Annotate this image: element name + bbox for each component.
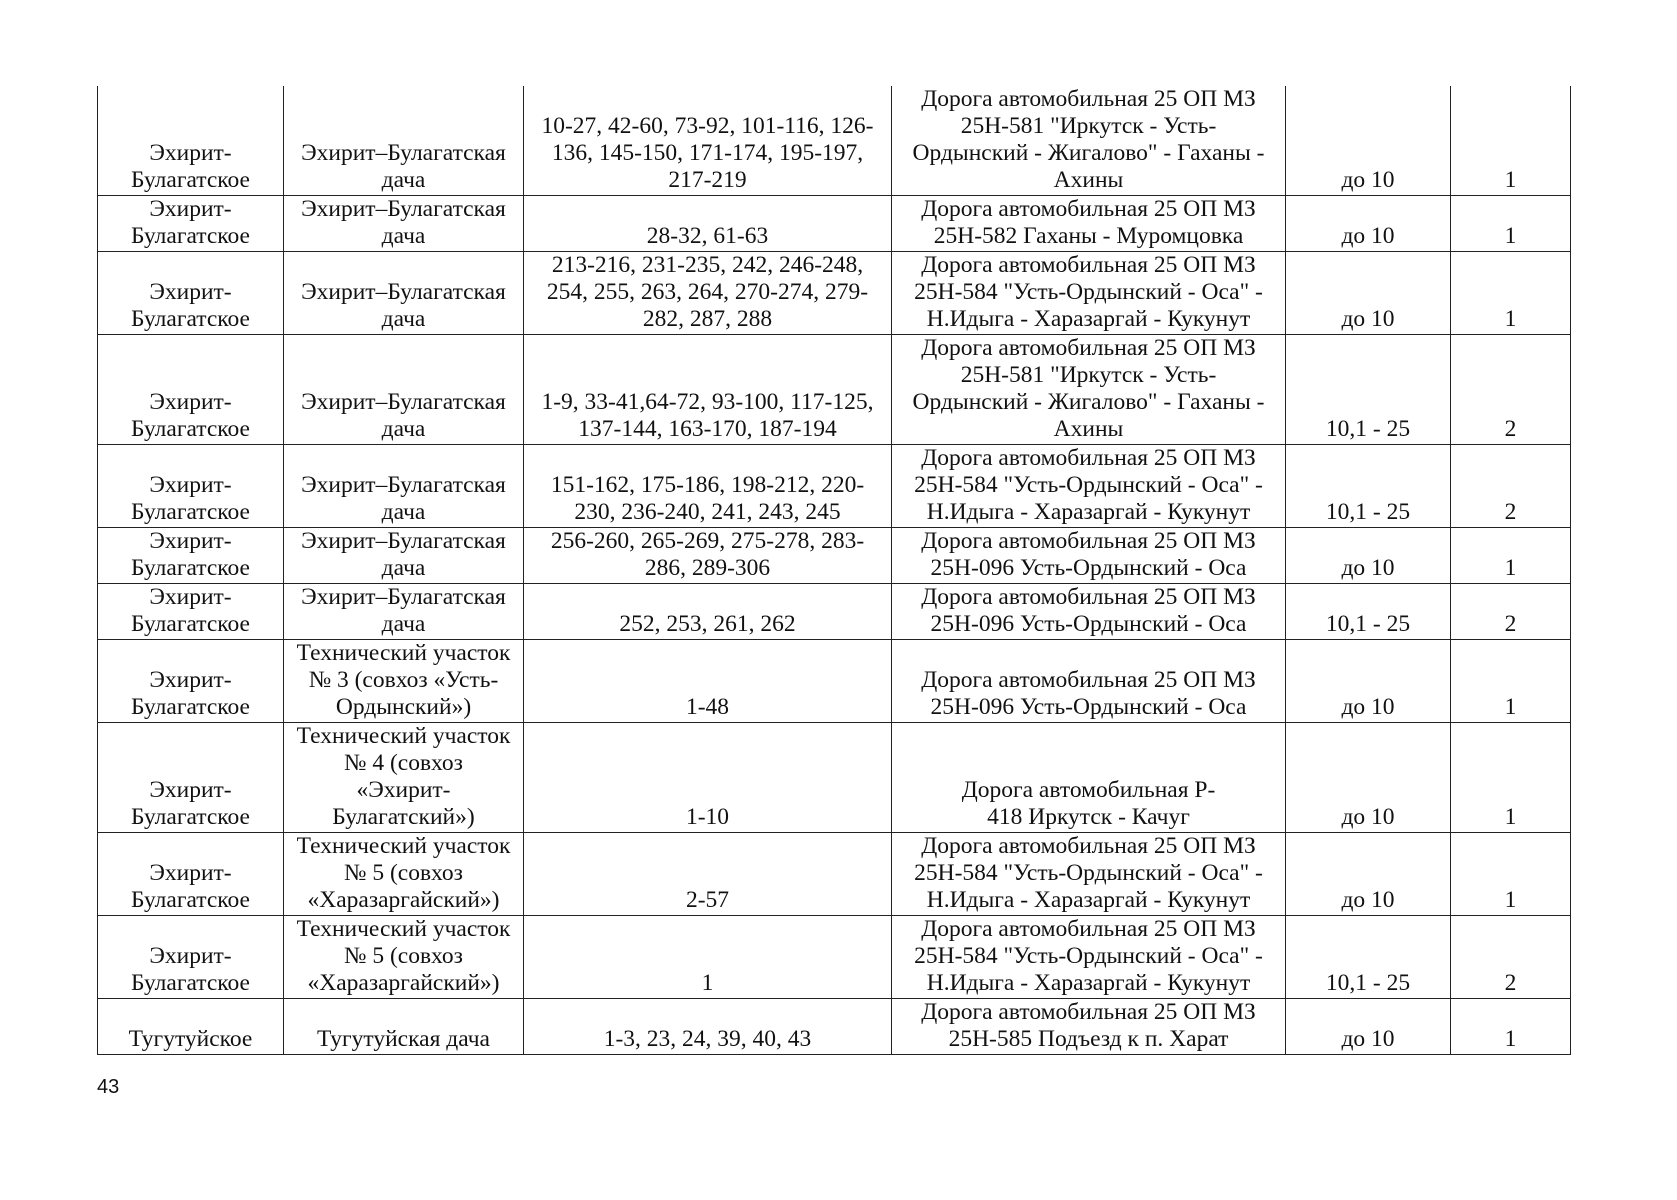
cell-road: Дорога автомобильная 25 ОП МЗ 25Н-096 Усть-Ордынский - Оса	[892, 584, 1286, 640]
page-number: 43	[97, 1076, 120, 1098]
table-row	[98, 196, 1571, 252]
cell-road: Дорога автомобильная 25 ОП МЗ 25Н-584 "Усть-Ордынский - Оса" - Н.Идыга - Харазаргай - Кукунут	[892, 252, 1286, 335]
cell-plots: 256-260, 265-269, 275-278, 283- 286, 289-306	[524, 528, 892, 584]
cell-road: Дорога автомобильная 25 ОП МЗ 25Н-581 "Иркутск - Усть- Ордынский - Жигалово" - Гаханы - Ахины	[892, 86, 1286, 196]
cell-dacha: Эхирит–Булагатская дача	[284, 196, 524, 252]
cell-settlement: Эхирит- Булагатское	[98, 252, 284, 335]
cell-dacha: Технический участок № 3 (совхоз «Усть- Ордынский»)	[284, 640, 524, 723]
cell-dacha: Технический участок № 4 (совхоз «Эхирит- Булагатский»)	[284, 723, 524, 833]
cell-class: 2	[1451, 335, 1571, 445]
table-row	[98, 916, 1571, 999]
table-row	[98, 528, 1571, 584]
cell-class: 1	[1451, 833, 1571, 916]
cell-distance: 10,1 - 25	[1286, 584, 1451, 640]
cell-road: Дорога автомобильная 25 ОП МЗ 25Н-096 Усть-Ордынский - Оса	[892, 640, 1286, 723]
cell-distance: 10,1 - 25	[1286, 916, 1451, 999]
cell-plots: 213-216, 231-235, 242, 246-248, 254, 255, 263, 264, 270-274, 279- 282, 287, 288	[524, 252, 892, 335]
cell-plots: 1-3, 23, 24, 39, 40, 43	[524, 999, 892, 1055]
cell-dacha: Эхирит–Булагатская дача	[284, 584, 524, 640]
table-row	[98, 86, 1571, 196]
cell-settlement: Эхирит- Булагатское	[98, 528, 284, 584]
cell-class: 1	[1451, 86, 1571, 196]
cell-distance: до 10	[1286, 196, 1451, 252]
cell-distance: до 10	[1286, 528, 1451, 584]
cell-settlement: Эхирит- Булагатское	[98, 833, 284, 916]
cell-settlement: Эхирит- Булагатское	[98, 335, 284, 445]
cell-distance: до 10	[1286, 252, 1451, 335]
cell-distance: до 10	[1286, 723, 1451, 833]
table-row	[98, 252, 1571, 335]
cell-plots: 1	[524, 916, 892, 999]
cell-dacha: Эхирит–Булагатская дача	[284, 252, 524, 335]
cell-class: 1	[1451, 196, 1571, 252]
cell-dacha: Технический участок № 5 (совхоз «Харазаргайский»)	[284, 833, 524, 916]
cell-class: 1	[1451, 252, 1571, 335]
cell-plots: 252, 253, 261, 262	[524, 584, 892, 640]
cell-dacha: Тугутуйская дача	[284, 999, 524, 1055]
forest-roads-table	[97, 86, 1571, 1055]
cell-plots: 2-57	[524, 833, 892, 916]
cell-road: Дорога автомобильная 25 ОП МЗ 25Н-096 Усть-Ордынский - Оса	[892, 528, 1286, 584]
cell-settlement: Эхирит- Булагатское	[98, 640, 284, 723]
cell-dacha: Эхирит–Булагатская дача	[284, 528, 524, 584]
cell-distance: 10,1 - 25	[1286, 445, 1451, 528]
table-row	[98, 723, 1571, 833]
cell-settlement: Эхирит- Булагатское	[98, 584, 284, 640]
table-body	[98, 86, 1571, 1055]
cell-road: Дорога автомобильная 25 ОП МЗ 25Н-582 Гаханы - Муромцовка	[892, 196, 1286, 252]
table-row	[98, 584, 1571, 640]
cell-road: Дорога автомобильная 25 ОП МЗ 25Н-584 "Усть-Ордынский - Оса" - Н.Идыга - Харазаргай - Кукунут	[892, 916, 1286, 999]
cell-road: Дорога автомобильная 25 ОП МЗ 25Н-581 "Иркутск - Усть- Ордынский - Жигалово" - Гаханы - Ахины	[892, 335, 1286, 445]
cell-settlement: Эхирит- Булагатское	[98, 916, 284, 999]
cell-class: 1	[1451, 640, 1571, 723]
cell-road: Дорога автомобильная 25 ОП МЗ 25Н-585 Подъезд к п. Харат	[892, 999, 1286, 1055]
cell-settlement: Эхирит- Булагатское	[98, 723, 284, 833]
table-row	[98, 335, 1571, 445]
cell-class: 2	[1451, 445, 1571, 528]
table-row	[98, 445, 1571, 528]
table-row	[98, 640, 1571, 723]
cell-distance: до 10	[1286, 833, 1451, 916]
cell-class: 1	[1451, 723, 1571, 833]
cell-plots: 151-162, 175-186, 198-212, 220- 230, 236-240, 241, 243, 245	[524, 445, 892, 528]
cell-road: Дорога автомобильная Р- 418 Иркутск - Качуг	[892, 723, 1286, 833]
cell-road: Дорога автомобильная 25 ОП МЗ 25Н-584 "Усть-Ордынский - Оса" - Н.Идыга - Харазаргай - Кукунут	[892, 833, 1286, 916]
cell-dacha: Эхирит–Булагатская дача	[284, 335, 524, 445]
cell-road: Дорога автомобильная 25 ОП МЗ 25Н-584 "Усть-Ордынский - Оса" - Н.Идыга - Харазаргай - Кукунут	[892, 445, 1286, 528]
cell-plots: 1-48	[524, 640, 892, 723]
table-row	[98, 833, 1571, 916]
cell-distance: до 10	[1286, 999, 1451, 1055]
cell-class: 2	[1451, 584, 1571, 640]
cell-class: 1	[1451, 999, 1571, 1055]
cell-distance: 10,1 - 25	[1286, 335, 1451, 445]
cell-distance: до 10	[1286, 640, 1451, 723]
cell-dacha: Эхирит–Булагатская дача	[284, 86, 524, 196]
cell-plots: 10-27, 42-60, 73-92, 101-116, 126- 136, 145-150, 171-174, 195-197, 217-219	[524, 86, 892, 196]
cell-class: 1	[1451, 528, 1571, 584]
cell-class: 2	[1451, 916, 1571, 999]
cell-settlement: Эхирит- Булагатское	[98, 445, 284, 528]
cell-distance: до 10	[1286, 86, 1451, 196]
cell-plots: 1-10	[524, 723, 892, 833]
cell-plots: 1-9, 33-41,64-72, 93-100, 117-125, 137-144, 163-170, 187-194	[524, 335, 892, 445]
cell-dacha: Эхирит–Булагатская дача	[284, 445, 524, 528]
cell-dacha: Технический участок № 5 (совхоз «Харазаргайский»)	[284, 916, 524, 999]
cell-settlement: Тугутуйское	[98, 999, 284, 1055]
cell-settlement: Эхирит- Булагатское	[98, 86, 284, 196]
cell-plots: 28-32, 61-63	[524, 196, 892, 252]
table-row	[98, 999, 1571, 1055]
cell-settlement: Эхирит- Булагатское	[98, 196, 284, 252]
